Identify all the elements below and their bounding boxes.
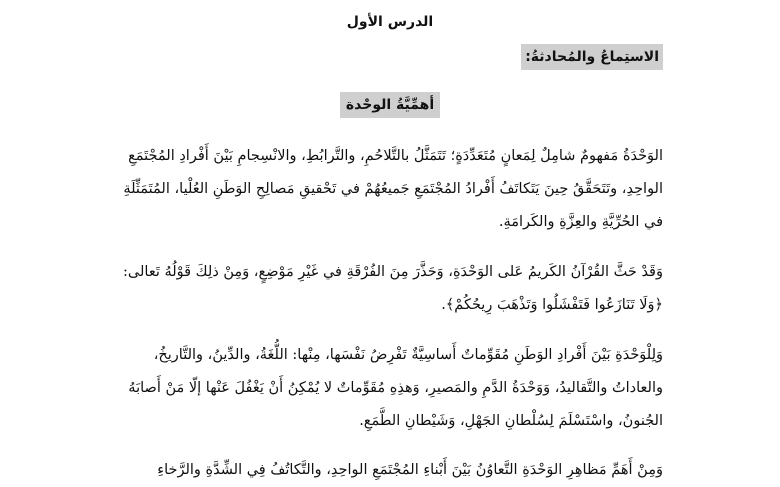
paragraph-quran-verse [87, 256, 663, 322]
paragraph-line: والعاداتُ والتَّقاليدُ، وَوَحْدَةُ الدَّمِ والمَصيرِ، وَهذِهِ مُقَوِّماتٌ لا يُمْكِنُ أَنْ يَغْفُلَ عَنْها إلّا مَنْ أَصابَهُ [128, 380, 663, 396]
paragraph-line: الجُنونُ، واسْتَسْلَمَ لِسُلْطانِ الجَهْلِ، وَشَيْطانِ الطَّمَعِ. [359, 413, 663, 429]
sub-heading: أهمِّيَّةُ الوحْدة [340, 92, 440, 118]
paragraph-line: وَمِنْ أَهَمِّ مَظاهِرِ الوَحْدَةِ التَّعاوُنُ بَيْنَ أَبْناءِ المُجْتَمَعِ الواحِدِ، والتَّكاتُفُ فِي الشِّدَّةِ والرَّخاءِ [157, 462, 663, 478]
paragraph-line: الوَحْدَةُ مَفهومٌ شامِلٌ لِمَعانٍ مُتَعَدِّدَةٍ؛ تَتَمَثَّلُ بالتَّلاحُمِ، والتَّرابُطِ، والانْسِجامِ بَيْنَ أَفْرادِ المُجْتَمَعِ [128, 148, 663, 164]
paragraph-unity-pillars [87, 339, 663, 438]
sub-heading-container [0, 92, 780, 118]
paragraph-line: وَلِلْوَحْدَةِ بَيْنَ أَفْرادِ الوَطَنِ مُقَوِّماتٌ أَساسِيَّةٌ تَفْرِضُ نَفْسَها، مِنْها: اللُّغَةُ، والدِّينُ، والتَّاريخُ، [153, 347, 663, 363]
paragraph-unity-definition [87, 140, 663, 239]
section-heading: الاستِماعُ والمُحادثةُ: [521, 44, 663, 70]
lesson-title: الدرس الأول [346, 14, 434, 30]
paragraph-line: وَقَدْ حَثَّ القُرْآنُ الكَريمُ عَلى الوَحْدَةِ، وَحَذَّرَ مِنَ الفُرْقَةِ في غَيْرِ مَوْضِعٍ، وَمِنْ ذلِكَ قَوْلُهُ تَعالى: [123, 264, 663, 280]
paragraph-line: الواحِدِ، وتَتَحَقَّقُ حِينَ يَتَكاتَفُ أَفْرادُ المُجْتَمَعِ جَميعُهُمْ في تَحْقيقِ مَصالِحِ الوَطَنِ العُلْيا، المُتَمَثِّلَةِ [123, 181, 663, 197]
paragraph-line: في الحُرِّيَّةِ والعِزَّةِ والكَرامَةِ. [498, 214, 663, 230]
paragraph-line: ﴿وَلَا تَنَازَعُوا فَتَفْشَلُوا وَتَذْهَبَ رِيحُكُمْ﴾. [441, 297, 663, 313]
paragraph-unity-manifestations [87, 454, 663, 487]
